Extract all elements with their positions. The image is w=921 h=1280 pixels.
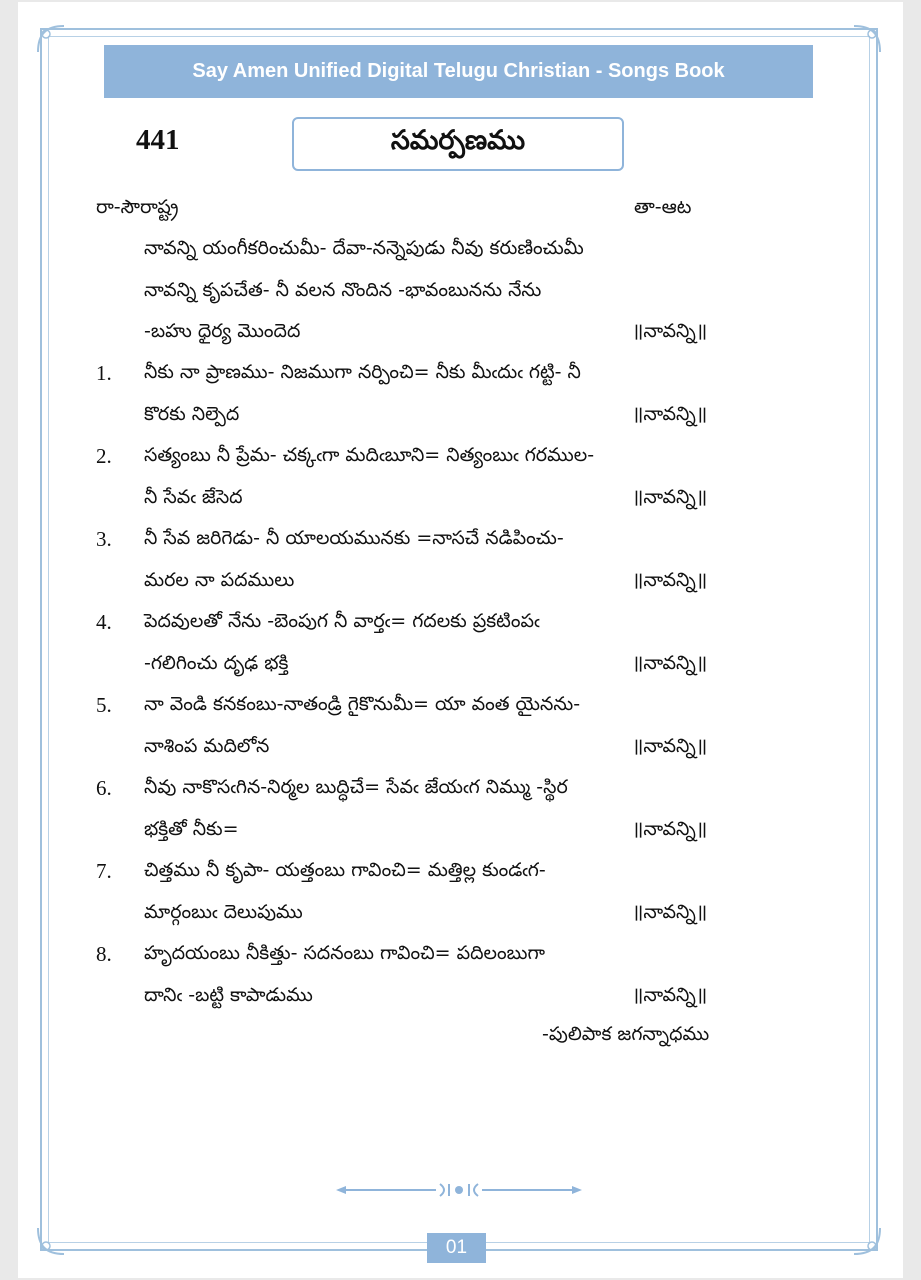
stanza-line: నీ సేవ జరిగెడు- నీ యాలయమునకు =నాసచే నడిపించు- — [144, 527, 564, 549]
stanza-line: -గలిగించు దృఢ భక్తి — [144, 652, 289, 674]
divider-ornament-icon — [336, 1180, 582, 1200]
refrain-marker: ॥నావన్ని॥ — [632, 320, 708, 342]
stanza-line: నీకు నా ప్రాణము- నిజముగా నర్పించి= నీకు మీఁదుఁ గట్టి- నీ — [144, 361, 581, 383]
song-title: సమర్పణము — [292, 117, 624, 171]
refrain-marker: ॥నావన్ని॥ — [632, 403, 708, 425]
refrain-marker: ॥నావన్ని॥ — [632, 486, 708, 508]
stanza-line: దానిఁ -బట్టి కాపాడుము — [144, 984, 313, 1006]
stanza-number: 2. — [96, 444, 112, 468]
refrain-marker: ॥నావన్ని॥ — [632, 818, 708, 840]
stanza-number: 5. — [96, 693, 112, 717]
pallavi-line: -బహు ధైర్య మొందెద — [144, 320, 301, 342]
stanza-number: 4. — [96, 610, 112, 634]
stanza-line: చిత్తము నీ కృపా- యత్తంబు గావించి= మత్తిల్ల కుండఁగ- — [144, 859, 546, 881]
refrain-marker: ॥నావన్ని॥ — [632, 735, 708, 757]
page-number: 01 — [427, 1233, 486, 1263]
refrain-marker: ॥నావన్ని॥ — [632, 984, 708, 1006]
corner-flourish-icon — [36, 24, 66, 54]
corner-flourish-icon — [852, 24, 882, 54]
refrain-marker: ॥నావన్ని॥ — [632, 569, 708, 591]
stanza-line: పెదవులతో నేను -బెంపుగ నీ వార్తఁ= గదలకు ప్రకటింపఁ — [144, 610, 540, 632]
author-credit: -పులిపాక జగన్నాధము — [542, 1023, 710, 1045]
pallavi-line: నావన్ని యంగీకరించుమీ- దేవా-నన్నెపుడు నీవు కరుణించుమీ — [144, 237, 584, 259]
corner-flourish-icon — [36, 1226, 66, 1256]
stanza-number: 8. — [96, 942, 112, 966]
tala-label: తా-ఆట — [634, 196, 692, 218]
stanza-number: 3. — [96, 527, 112, 551]
refrain-marker: ॥నావన్ని॥ — [632, 652, 708, 674]
stanza-line: నాశింప మదిలోన — [144, 735, 270, 757]
corner-flourish-icon — [852, 1226, 882, 1256]
stanza-line: సత్యంబు నీ ప్రేమ- చక్కఁగా మదిఁబూని= నిత్యంబుఁ గరముల- — [144, 444, 595, 466]
stanza-line: నీ సేవఁ జేసెద — [144, 486, 243, 508]
stanza-number: 6. — [96, 776, 112, 800]
refrain-marker: ॥నావన్ని॥ — [632, 901, 708, 923]
stanza-line: నా వెండి కనకంబు-నాతండ్రి గైకొనుమీ= యా వంత యైనను- — [144, 693, 581, 715]
stanza-number: 1. — [96, 361, 112, 385]
stanza-line: హృదయంబు నీకిత్తు- సదనంబు గావించి= పదిలంబుగా — [144, 942, 545, 964]
stanza-number: 7. — [96, 859, 112, 883]
raga-label: రా-సౌరాష్ట్ర — [96, 196, 179, 218]
song-number: 441 — [136, 124, 180, 156]
book-title-bar: Say Amen Unified Digital Telugu Christian - Songs Book — [104, 45, 813, 98]
stanza-line: భక్తితో నీకు= — [144, 818, 239, 840]
stanza-line: మార్గంబుఁ దెలుపుము — [144, 901, 303, 923]
stanza-line: కొరకు నిల్పెద — [144, 403, 240, 425]
stanza-line: మరల నా పదములు — [144, 569, 295, 591]
stanza-line: నీవు నాకొసఁగిన-నిర్మల బుద్ధిచే= సేవఁ జేయఁగ నిమ్ము -స్థిర — [144, 776, 568, 798]
pallavi-line: నావన్ని కృపచేత- నీ వలన నొందిన -భావంబునను నేను — [144, 279, 542, 301]
